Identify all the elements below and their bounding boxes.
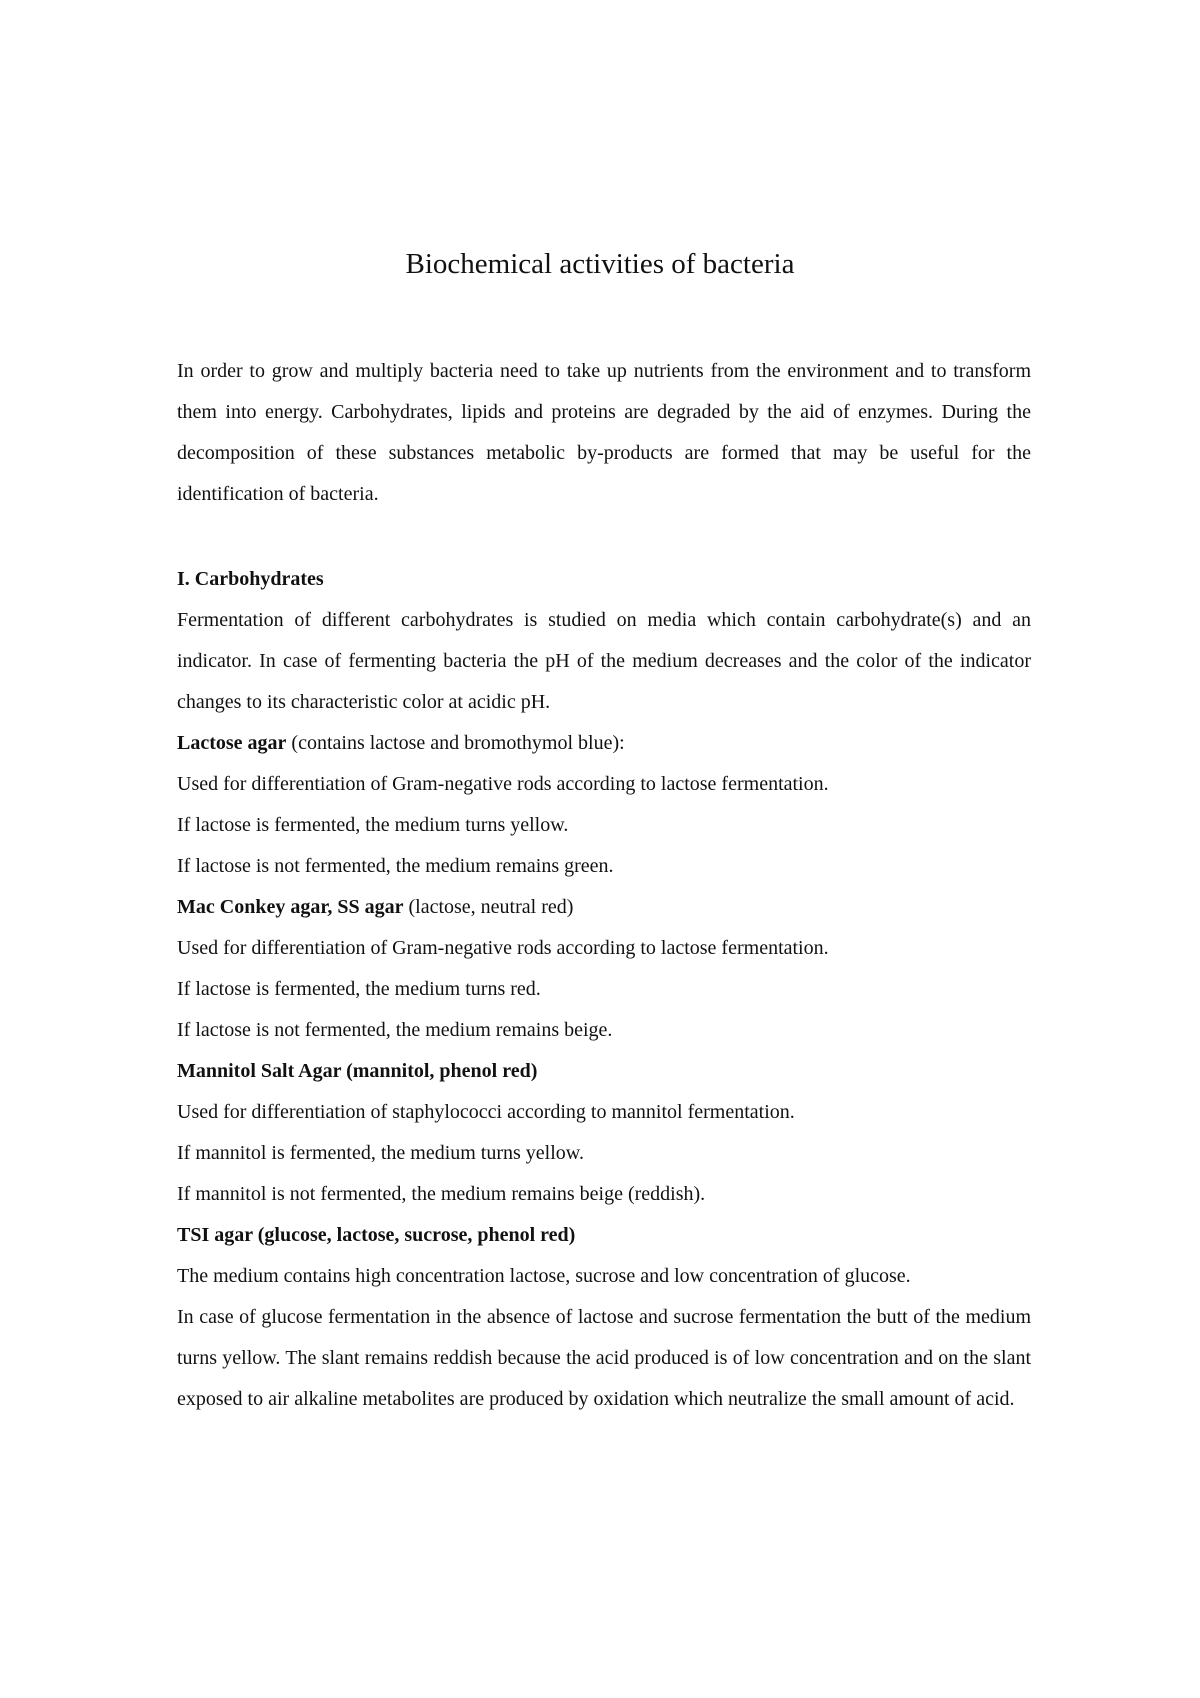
macconkey-line: Used for differentiation of Gram-negative rods according to lactose fermentation. [177,937,829,959]
macconkey-heading [177,887,1031,928]
macconkey-desc: (lactose, neutral red) [403,896,574,918]
carbohydrates-paragraph: Fermentation of different carbohydrates is studied on media which contain carbohydrate(s) and an indicator. In case of fermenting bacteria the pH of the medium decreases and the color of the indicator changes to its characteristic color at acidic pH. [177,609,1031,713]
tsi-paragraph: The medium contains high concentration lactose, sucrose and low concentration of glucose. [177,1265,911,1287]
lactose-agar-line: If lactose is not fermented, the medium remains green. [177,855,614,877]
lactose-agar-name: Lactose agar [177,732,287,754]
tsi-heading: TSI agar (glucose, lactose, sucrose, phenol red) [177,1224,576,1246]
mannitol-line: Used for differentiation of staphylococci according to mannitol fermentation. [177,1101,795,1123]
tsi-paragraph: In case of glucose fermentation in the absence of lactose and sucrose fermentation the butt of the medium turns yellow. The slant remains reddish because the acid produced is of low concentration and on the slant exposed to air alkaline metabolites are produced by oxidation which neutralize the small amount of acid. [177,1306,1031,1410]
mannitol-line: If mannitol is not fermented, the medium remains beige (reddish). [177,1183,706,1205]
lactose-agar-heading [177,723,1031,764]
macconkey-line: If lactose is not fermented, the medium remains beige. [177,1019,613,1041]
carbohydrates-section [177,559,1031,1420]
mannitol-line: If mannitol is fermented, the medium turns yellow. [177,1142,584,1164]
macconkey-line: If lactose is fermented, the medium turns red. [177,978,541,1000]
lactose-agar-desc: (contains lactose and bromothymol blue): [286,732,625,754]
macconkey-name: Mac Conkey agar, SS agar [177,896,404,918]
lactose-agar-line: Used for differentiation of Gram-negative rods according to lactose fermentation. [177,773,829,795]
lactose-agar-line: If lactose is fermented, the medium turns yellow. [177,814,569,836]
page-title: Biochemical activities of bacteria [405,248,795,280]
section-heading: I. Carbohydrates [177,568,324,590]
intro-paragraph: In order to grow and multiply bacteria need to take up nutrients from the environment and to transform them into energy. Carbohydrates, lipids and proteins are degraded by the aid of enzymes. During the decomposition of these substances metabolic by-products are formed that may be useful for the identification of bacteria. [177,360,1031,505]
mannitol-heading: Mannitol Salt Agar (mannitol, phenol red) [177,1060,538,1082]
